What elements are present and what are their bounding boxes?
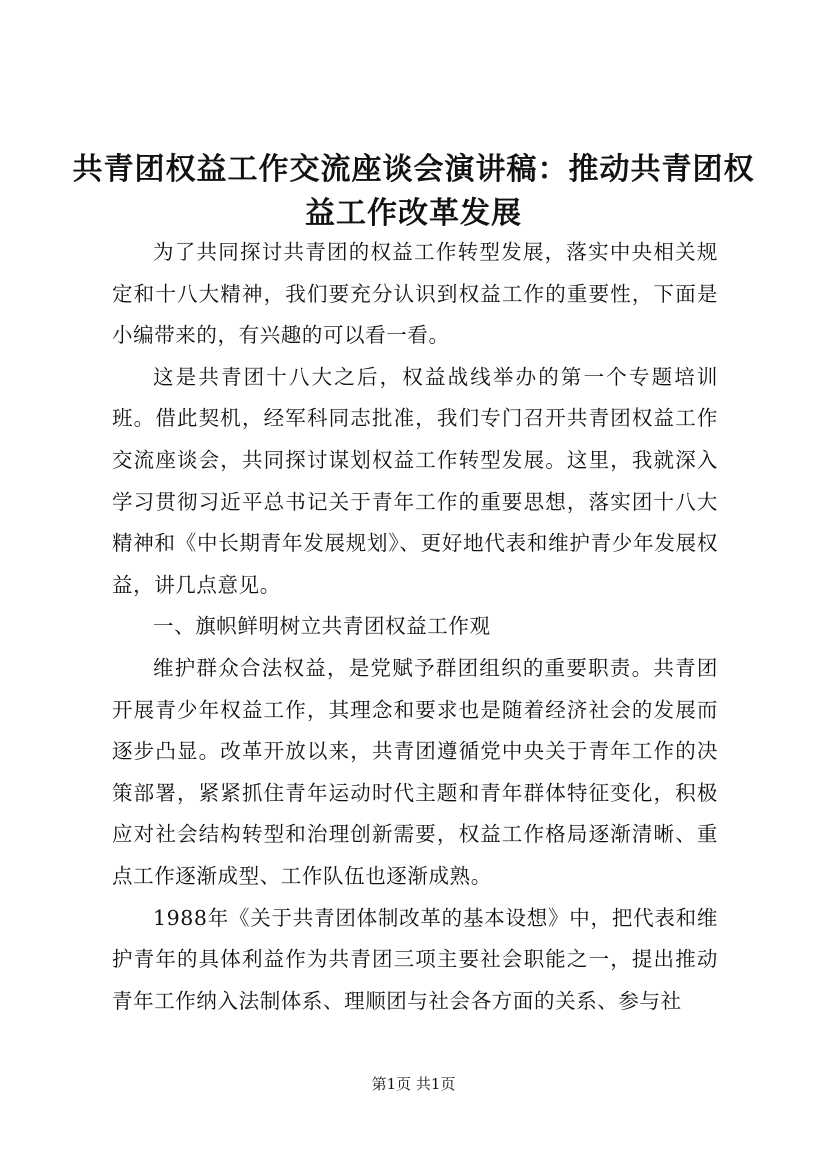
paragraph-intro: 为了共同探讨共青团的权益工作转型发展，落实中央相关规定和十八大精神，我们要充分认识到权益工作的重要性，下面是小编带来的，有兴趣的可以看一看。 — [112, 240, 718, 348]
paragraph-opening: 这是共青团十八大之后，权益战线举办的第一个专题培训班。借此契机，经军科同志批准，我们专门召开共青团权益工作交流座谈会，共同探讨谋划权益工作转型发展。这里，我就深入学习贯彻习近平总书记关于青年工作的重要思想，落实团十八大精神和《中长期青年发展规划》、更好地代表和维护青少年发展权益，讲几点意见。 — [112, 364, 718, 597]
document-body — [112, 232, 718, 1022]
paragraph-section-1: 维护群众合法权益，是党赋予群团组织的重要职责。共青团开展青少年权益工作，其理念和要求也是随着经济社会的发展而逐步凸显。改革开放以来，共青团遵循党中央关于青年工作的决策部署，紧紧抓住青年运动时代主题和青年群体特征变化，积极应对社会结构转型和治理创新需要，权益工作格局逐渐清晰、重点工作逐渐成型、工作队伍也逐渐成熟。 — [112, 655, 718, 888]
section-heading-1: 一、旗帜鲜明树立共青团权益工作观 — [153, 614, 491, 639]
paragraph-1988: 1988年《关于共青团体制改革的基本设想》中，把代表和维护青年的具体利益作为共青团三项主要社会职能之一，提出推动青年工作纳入法制体系、理顺团与社会各方面的关系、参与社 — [112, 905, 718, 1013]
page-footer: 第1页 共1页 — [371, 1075, 456, 1093]
document-title: 共青团权益工作交流座谈会演讲稿：推动共青团权益工作改革发展 — [72, 152, 755, 231]
